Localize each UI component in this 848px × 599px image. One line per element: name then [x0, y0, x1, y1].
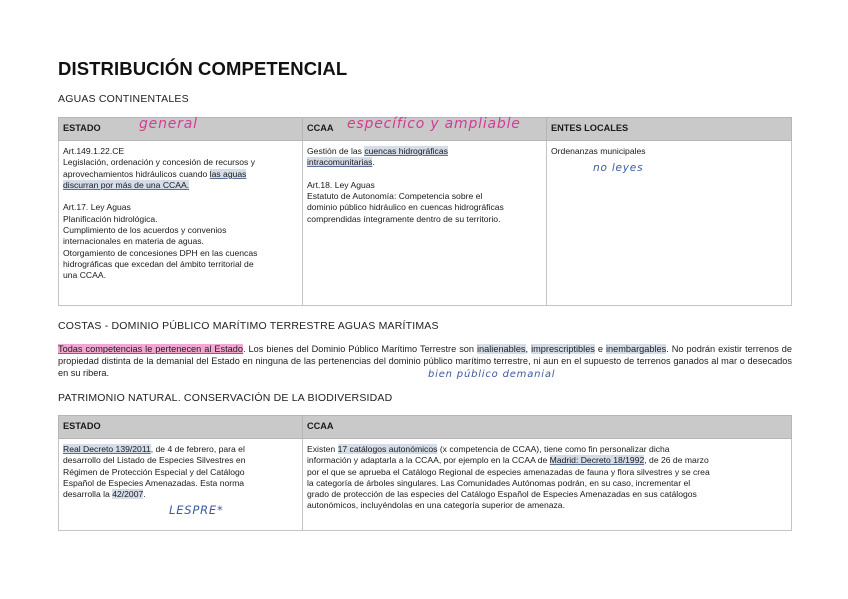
aguas-table	[58, 117, 792, 306]
header-estado-patrimonio: ESTADO	[59, 416, 303, 439]
header-ccaa: CCAA específico y ampliable	[303, 118, 547, 141]
header-ccaa-patrimonio: CCAA	[303, 416, 792, 439]
section-title-costas: COSTAS - DOMINIO PÚBLICO MARÍTIMO TERRESTRE AGUAS MARÍTIMAS	[58, 320, 439, 332]
cell-ccaa-patrimonio: Existen 17 catálogos autonómicos (x competencia de CCAA), tiene como fin personalizar dicha información y adaptarla a la CCAA, por ejemplo en la CCAA de Madrid: Decreto 18/1992, de 26 de marzo por el que se aprueba el Catálogo Regional de especies amenazadas de fauna y flora silvestres y se crea la categoría de árboles singulares. Las Comunidades Autónomas podrán, en su caso, incrementar el grado de protección de las especies del Catálogo Español de Especies Amenazadas en sus catálogos autonómicos, incluyéndolas en una categoría superior de amenaza.	[303, 439, 792, 531]
page-title: DISTRIBUCIÓN COMPETENCIAL	[58, 58, 348, 79]
patrimonio-table	[58, 415, 792, 531]
highlight-17-catalogos: 17 catálogos autonómicos	[337, 444, 438, 454]
handwritten-note-especifico: específico y ampliable	[347, 116, 521, 132]
highlight-inalienables: inalienables	[477, 344, 526, 354]
costas-paragraph: Todas competencias le pertenecen al Estado. Los bienes del Dominio Público Marítimo Terrestre son inalienables, imprescriptibles e inembargables. No podrán existir terrenos de propiedad distinta de la demanial del Estado en ninguna de las pertenencias del dominio público marítimo terrestre, ni aun en el supuesto de terrenos ganados al mar o desecados en su ribera.	[58, 344, 792, 378]
handwritten-note-no-leyes: no leyes	[593, 162, 644, 174]
header-entes-locales: ENTES LOCALES	[547, 118, 792, 141]
section-title-patrimonio: PATRIMONIO NATURAL. CONSERVACIÓN DE LA BIODIVERSIDAD	[58, 392, 393, 404]
handwritten-note-bien-publico: bien público demanial	[428, 369, 556, 380]
highlight-madrid-decreto: Madrid: Decreto 18/1992	[549, 455, 645, 466]
highlight-las-aguas: las aguas	[209, 168, 247, 179]
highlight-42-2007: 42/2007	[112, 489, 144, 500]
cell-estado: Art.149.1.22.CE Legislación, ordenación y concesión de recursos y aprovechamientos hidráulicos cuando las aguas discurran por más de una CCAA. Art.17. Ley Aguas Planificación hidrológica. Cumplimiento de los acuerdos y convenios internacionales en materia de aguas. Otorgamiento de concesiones DPH en las cuencas hidrográficas que excedan del ámbito territorial de una CCAA.	[59, 141, 303, 306]
highlight-inembargables: inembargables	[605, 344, 667, 354]
highlight-discurran: discurran por más de una CCAA.	[63, 179, 190, 190]
highlight-intracomunitarias: intracomunitarias	[307, 157, 373, 168]
handwritten-note-lespre: LESPRE*	[169, 503, 224, 517]
highlight-real-decreto: Real Decreto 139/2011	[63, 444, 151, 454]
header-estado: ESTADO general	[59, 118, 303, 141]
cell-estado-patrimonio: Real Decreto 139/2011, de 4 de febrero, para el desarrollo del Listado de Especies Silvestres en Régimen de Protección Especial y del Catálogo Español de Especies Amenazadas. Esta norma desarrolla la 42/2007. LESPRE*	[59, 439, 303, 531]
cell-entes-locales: Ordenanzas municipales no leyes	[547, 141, 792, 306]
highlight-cuencas: cuencas hidrográficas	[364, 146, 448, 156]
cell-ccaa: Gestión de las cuencas hidrográficas intracomunitarias. Art.18. Ley Aguas Estatuto de Autonomía: Competencia sobre el dominio público hidráulico en cuencas hidrográficas comprendidas íntegramente dentro de su territorio.	[303, 141, 547, 306]
highlight-todas-competencias: Todas competencias le pertenecen al Estado	[58, 344, 243, 354]
handwritten-note-general: general	[139, 116, 198, 132]
star-icon: *	[216, 503, 224, 517]
highlight-imprescriptibles: imprescriptibles	[531, 344, 595, 354]
section-title-aguas: AGUAS CONTINENTALES	[58, 93, 189, 105]
